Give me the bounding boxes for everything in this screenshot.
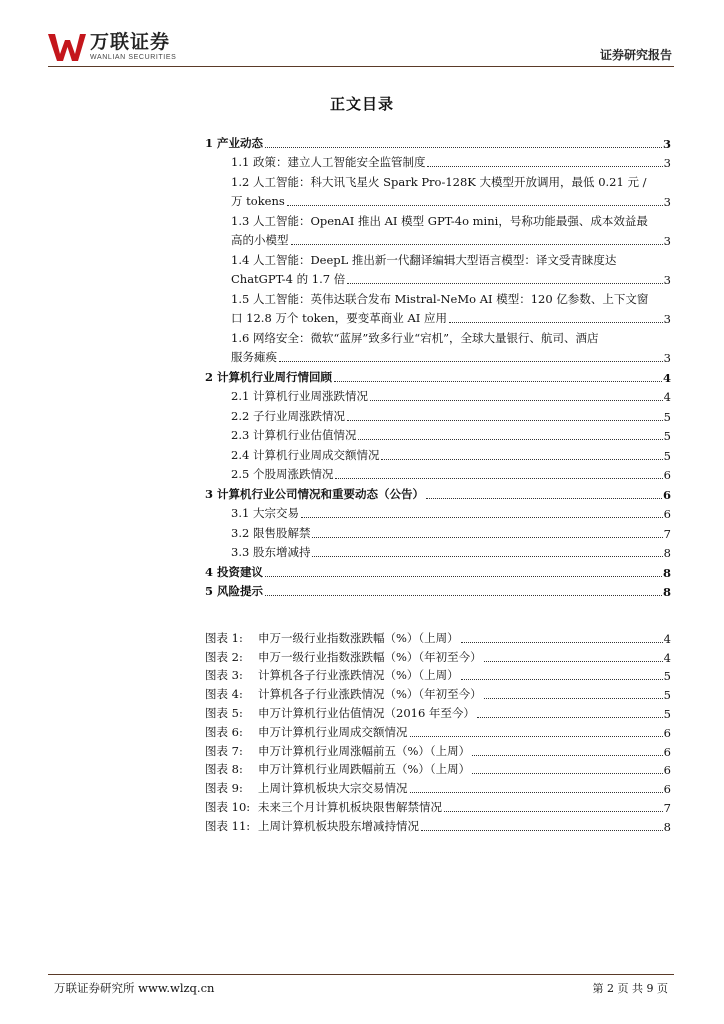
toc-entry-text: 1.4 人工智能：DeepL 推出新一代翻译编辑大型语言模型：译文受青睐度达 (231, 252, 617, 267)
toc-entry-text: 2.3 计算机行业估值情况 (231, 428, 357, 442)
company-name-en: WANLIAN SECURITIES (90, 54, 177, 61)
dot-leader (279, 361, 663, 362)
toc-entry[interactable] (205, 580, 671, 600)
toc-entry[interactable] (205, 326, 671, 346)
toc-entry[interactable] (205, 365, 671, 385)
figure-entry[interactable] (205, 796, 671, 815)
toc-entry[interactable] (205, 170, 671, 190)
toc-entry-text: 服务瘫痪 (231, 350, 277, 364)
toc-entry-page: 3 (663, 195, 671, 209)
figure-title: 申万计算机行业估值情况（2016 年至今） (258, 705, 475, 720)
toc-entry-continuation[interactable] (205, 307, 671, 327)
dot-leader (410, 736, 663, 737)
toc-entry-page: 3 (663, 234, 671, 248)
toc-entry-text: 2.4 计算机行业周成交额情况 (231, 447, 380, 462)
toc-entry-continuation[interactable] (205, 229, 671, 249)
toc-entry-page: 3 (663, 273, 671, 287)
toc-entry[interactable] (205, 404, 671, 424)
toc-entry[interactable] (205, 463, 671, 483)
dot-leader (461, 642, 663, 643)
footer-source: 万联证券研究所 www.wlzq.cn (54, 981, 215, 995)
toc-entry-page: 3 (663, 312, 671, 326)
dot-leader (427, 166, 662, 167)
figure-label: 图表 3: (205, 668, 243, 683)
figure-title: 未来三个月计算机板块限售解禁情况 (258, 799, 442, 814)
figure-label: 图表 10: (205, 799, 251, 814)
toc-entry-text: 4 投资建议 (205, 564, 264, 579)
figure-title: 申万一级行业指数涨跌幅（%）（年初至今） (258, 649, 482, 664)
dot-leader (461, 679, 663, 680)
dot-leader (484, 698, 663, 699)
dot-leader (370, 400, 663, 401)
figure-label: 图表 6: (205, 724, 243, 739)
dot-leader (444, 811, 663, 812)
dot-leader (381, 459, 662, 460)
dot-leader (312, 556, 662, 557)
company-name-cn: 万联证券 (90, 31, 171, 53)
dot-leader (347, 283, 662, 284)
dot-leader (472, 773, 662, 774)
toc-entry[interactable] (205, 131, 671, 151)
dot-leader (347, 420, 663, 421)
company-logo (48, 32, 176, 64)
toc-entry[interactable] (205, 443, 671, 463)
header-divider (48, 66, 674, 67)
toc-entry-page: 3 (662, 136, 671, 151)
toc-entry-page: 5 (663, 409, 671, 424)
toc-entry[interactable] (205, 560, 671, 580)
dot-leader (265, 147, 662, 148)
dot-leader (449, 322, 663, 323)
toc-entry-text: 3.1 大宗交易 (231, 506, 299, 520)
toc-entry-text: 1.1 政策：建立人工智能安全监管制度 (231, 155, 426, 169)
toc-entry-text: 3.3 股东增减持 (231, 545, 311, 559)
toc-entry-text: 1.6 网络安全：微软“蓝屏”致多行业“宕机”，全球大量银行、航司、酒店 (231, 330, 599, 345)
dot-leader (265, 576, 662, 577)
dot-leader (358, 439, 662, 440)
figure-title: 申万一级行业指数涨跌幅（%）（上周） (258, 630, 459, 645)
dot-leader (287, 205, 663, 206)
toc-entry-page: 8 (662, 565, 671, 580)
toc-entry-text: 2 计算机行业周行情回顾 (205, 369, 333, 384)
toc-entry-page: 8 (663, 546, 671, 560)
figure-entry[interactable] (205, 815, 671, 834)
figure-entry[interactable] (205, 683, 671, 702)
toc-entry-page: 4 (662, 370, 671, 385)
toc-entry-continuation[interactable] (205, 190, 671, 210)
toc-entry-text: 5 风险提示 (205, 584, 264, 598)
dot-leader (265, 595, 662, 596)
toc-entry[interactable] (205, 424, 671, 444)
toc-entry-text: 3.2 限售股解禁 (231, 525, 311, 540)
figure-entry[interactable] (205, 777, 671, 796)
toc-entry-text: 2.5 个股周涨跌情况 (231, 467, 334, 481)
table-of-contents (205, 131, 671, 599)
figure-page: 4 (663, 650, 671, 665)
figure-entry[interactable] (205, 740, 671, 759)
figure-title: 计算机各子行业涨跌情况（%）（年初至今） (258, 687, 482, 702)
figure-page: 4 (663, 631, 671, 646)
toc-entry-text: 1.3 人工智能：OpenAI 推出 AI 模型 GPT-4o mini，号称功能最强、成本效益最 (231, 213, 648, 228)
dot-leader (421, 830, 663, 831)
toc-entry-text: 2.1 计算机行业周涨跌情况 (231, 389, 368, 403)
figure-label: 图表 11: (205, 818, 251, 833)
toc-entry[interactable] (205, 287, 671, 307)
figure-page: 6 (663, 763, 671, 778)
toc-entry[interactable] (205, 541, 671, 561)
toc-entry-text: 1.5 人工智能：英伟达联合发布 Mistral-NeMo AI 模型：120 亿参数、上下文窗 (231, 291, 649, 306)
dot-leader (477, 717, 663, 718)
figure-entry[interactable] (205, 721, 671, 740)
toc-entry[interactable] (205, 209, 671, 229)
toc-entry[interactable] (205, 521, 671, 541)
toc-entry[interactable] (205, 248, 671, 268)
dot-leader (312, 537, 662, 538)
wanlian-logo-icon (48, 32, 86, 62)
figure-page: 5 (663, 706, 671, 721)
figure-title: 上周计算机板块股东增减持情况 (258, 818, 419, 833)
figure-page: 6 (663, 782, 671, 797)
figure-label: 图表 4: (205, 687, 243, 702)
toc-entry[interactable] (205, 385, 671, 405)
figure-page: 5 (663, 688, 671, 703)
figure-entry[interactable] (205, 646, 671, 665)
toc-entry-page: 6 (663, 468, 671, 482)
figure-list (205, 627, 671, 834)
figure-entry[interactable] (205, 759, 671, 778)
toc-entry-page: 6 (663, 507, 671, 521)
toc-entry-page: 5 (663, 429, 671, 443)
toc-entry-page: 4 (663, 390, 671, 404)
figure-label: 图表 8: (205, 762, 243, 777)
dot-leader (426, 498, 662, 499)
dot-leader (291, 244, 663, 245)
toc-entry-text: 2.2 子行业周涨跌情况 (231, 408, 345, 423)
dot-leader (301, 517, 663, 518)
figure-entry[interactable] (205, 665, 671, 684)
figure-label: 图表 2: (205, 649, 243, 664)
toc-entry-continuation[interactable] (205, 268, 671, 288)
dot-leader (484, 661, 663, 662)
figure-label: 图表 9: (205, 781, 243, 796)
toc-entry-page: 7 (663, 526, 671, 541)
figure-title: 申万计算机行业周涨幅前五（%）（上周） (258, 743, 471, 758)
figure-page: 6 (663, 725, 671, 740)
toc-entry[interactable] (205, 482, 671, 502)
dot-leader (472, 755, 662, 756)
toc-entry-text: 万 tokens (231, 194, 285, 208)
figure-label: 图表 1: (205, 630, 243, 645)
figure-entry[interactable] (205, 702, 671, 721)
toc-entry-page: 5 (663, 448, 671, 463)
dot-leader (334, 381, 662, 382)
toc-entry-text: ChatGPT-4 的 1.7 倍 (231, 272, 346, 286)
figure-title: 计算机各子行业涨跌情况（%）（上周） (258, 668, 459, 683)
toc-entry-page: 6 (662, 487, 671, 502)
figure-title: 上周计算机板块大宗交易情况 (258, 781, 408, 796)
page-number: 第 2 页 共 9 页 (592, 982, 668, 995)
figure-page: 7 (663, 800, 671, 815)
toc-entry-continuation[interactable] (205, 346, 671, 366)
dot-leader (335, 478, 662, 479)
figure-title: 申万计算机行业周跌幅前五（%）（上周） (258, 762, 471, 777)
footer-divider (48, 974, 674, 975)
dot-leader (410, 792, 663, 793)
toc-entry-page: 8 (662, 585, 671, 599)
figure-page: 6 (663, 744, 671, 759)
figure-page: 8 (663, 819, 671, 834)
toc-entry-text: 1 产业动态 (205, 135, 264, 150)
figure-page: 5 (663, 669, 671, 684)
toc-entry-text: 1.2 人工智能：科大讯飞星火 Spark Pro-128K 大模型开放调用，最低 0.21 元 / (231, 174, 647, 189)
toc-entry[interactable] (205, 502, 671, 522)
figure-label: 图表 5: (205, 705, 243, 720)
figure-entry[interactable] (205, 627, 671, 646)
toc-entry-page: 3 (663, 351, 671, 365)
page-title: 正文目录 (329, 95, 394, 113)
page-header (48, 24, 674, 66)
toc-entry-text: 3 计算机行业公司情况和重要动态（公告） (205, 486, 425, 501)
toc-entry-text: 高的小模型 (231, 233, 289, 247)
toc-entry-text: 口 12.8 万个 token，要变革商业 AI 应用 (231, 311, 447, 325)
toc-entry-page: 3 (663, 156, 671, 170)
logo-text (90, 32, 176, 62)
toc-entry[interactable] (205, 151, 671, 171)
figure-title: 申万计算机行业周成交额情况 (258, 724, 408, 739)
report-type: 证券研究报告 (599, 48, 672, 62)
figure-label: 图表 7: (205, 743, 243, 758)
